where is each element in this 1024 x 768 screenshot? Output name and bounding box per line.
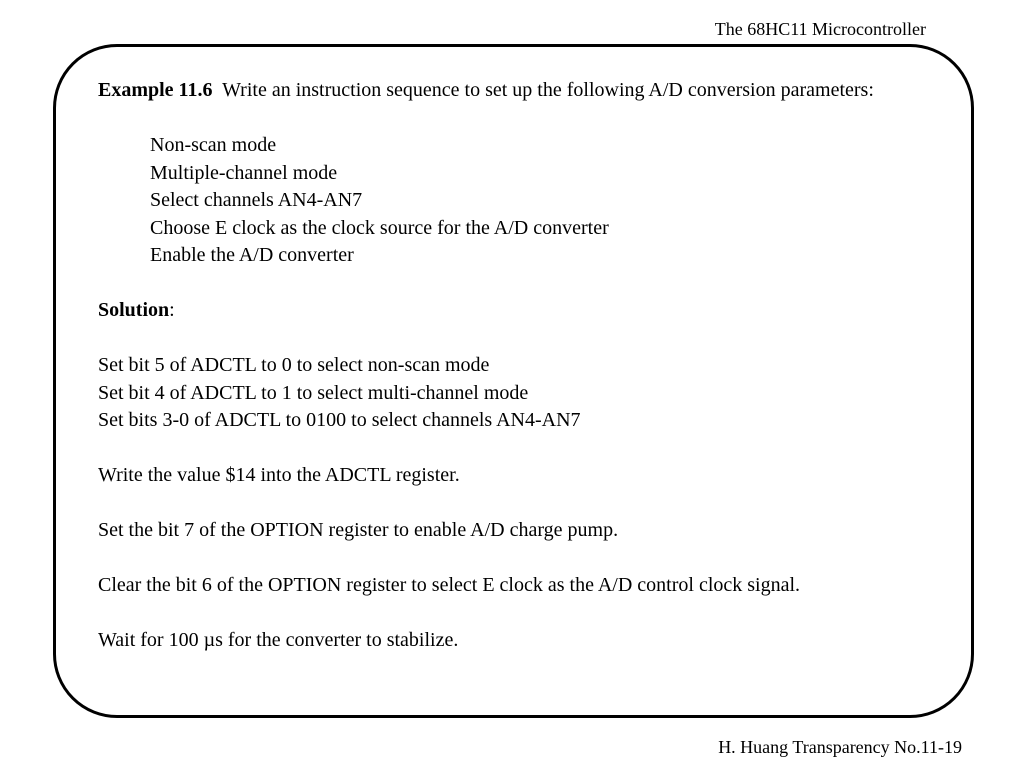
parameter-item: Select channels AN4-AN7 [150,189,363,211]
spacer [98,105,938,133]
parameter-list [98,132,938,270]
solution-label: Solution [98,299,170,321]
write-value-step: Write the value $14 into the ADCTL register. [98,464,460,486]
bit-setting-item: Set bit 5 of ADCTL to 0 to select non-scan mode [98,354,490,376]
bit-setting-item: Set bit 4 of ADCTL to 1 to select multi-channel mode [98,381,529,404]
spacer [98,435,938,463]
parameter-item: Non-scan mode [150,134,277,156]
bit-settings-list [98,352,938,435]
parameter-item: Multiple-channel mode [150,161,338,184]
solution-heading [98,297,938,325]
spacer [98,270,938,298]
header-title: The 68HC11 Microcontroller [714,19,926,39]
parameter-item: Enable the A/D converter [150,244,354,266]
charge-pump-step: Set the bit 7 of the OPTION register to enable A/D charge pump. [98,519,619,541]
wait-step: Wait for 100 µs for the converter to stabilize. [98,629,459,651]
bit-setting-item: Set bits 3-0 of ADCTL to 0100 to select channels AN4-AN7 [98,409,581,431]
clock-select-step: Clear the bit 6 of the OPTION register to select E clock as the A/D control clock signal. [98,574,801,596]
example-statement [98,77,938,105]
spacer [98,545,938,573]
slide-content [98,77,938,655]
spacer [98,325,938,353]
solution-colon: : [169,299,175,321]
example-label: Example 11.6 [98,79,213,101]
parameter-item: Choose E clock as the clock source for the A/D converter [150,216,609,239]
footer-text: H. Huang Transparency No.11-19 [718,737,962,757]
example-text: Write an instruction sequence to set up the following A/D conversion parameters: [222,79,874,101]
spacer [98,490,938,518]
spacer [98,600,938,628]
